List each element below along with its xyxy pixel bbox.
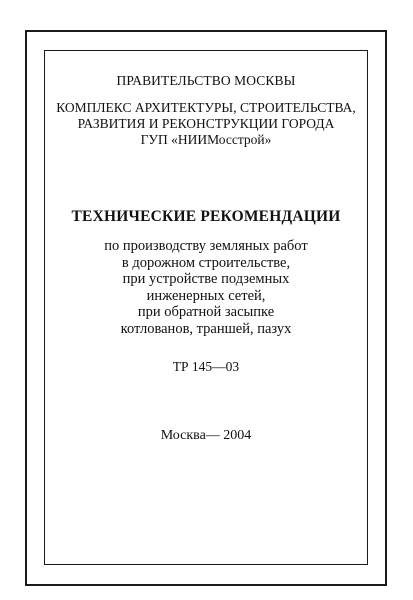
document-subject: [44, 238, 368, 337]
subject-line: по производству земляных работ: [104, 238, 308, 254]
subject-line: в дорожном строительстве,: [121, 254, 291, 271]
organization-line: ГУП «НИИМосстрой»: [140, 132, 272, 147]
subject-line: котлованов, траншей, пазух: [120, 320, 292, 337]
subject-line: при устройстве подземных: [122, 271, 290, 287]
organization-line: РАЗВИТИЯ И РЕКОНСТРУКЦИИ ГОРОДА: [77, 116, 335, 131]
document-title: ТЕХНИЧЕСКИЕ РЕКОМЕНДАЦИИ: [71, 208, 341, 225]
subject-line: при обратной засыпке: [137, 304, 275, 320]
document-code: ТР 145—03: [172, 359, 240, 374]
organization-block: [44, 100, 368, 148]
government-name: ПРАВИТЕЛЬСТВО МОСКВЫ: [116, 73, 296, 88]
place-and-year: Москва— 2004: [160, 428, 252, 443]
organization-line: КОМПЛЕКС АРХИТЕКТУРЫ, СТРОИТЕЛЬСТВА,: [56, 100, 356, 115]
subject-line: инженерных сетей,: [146, 287, 266, 304]
